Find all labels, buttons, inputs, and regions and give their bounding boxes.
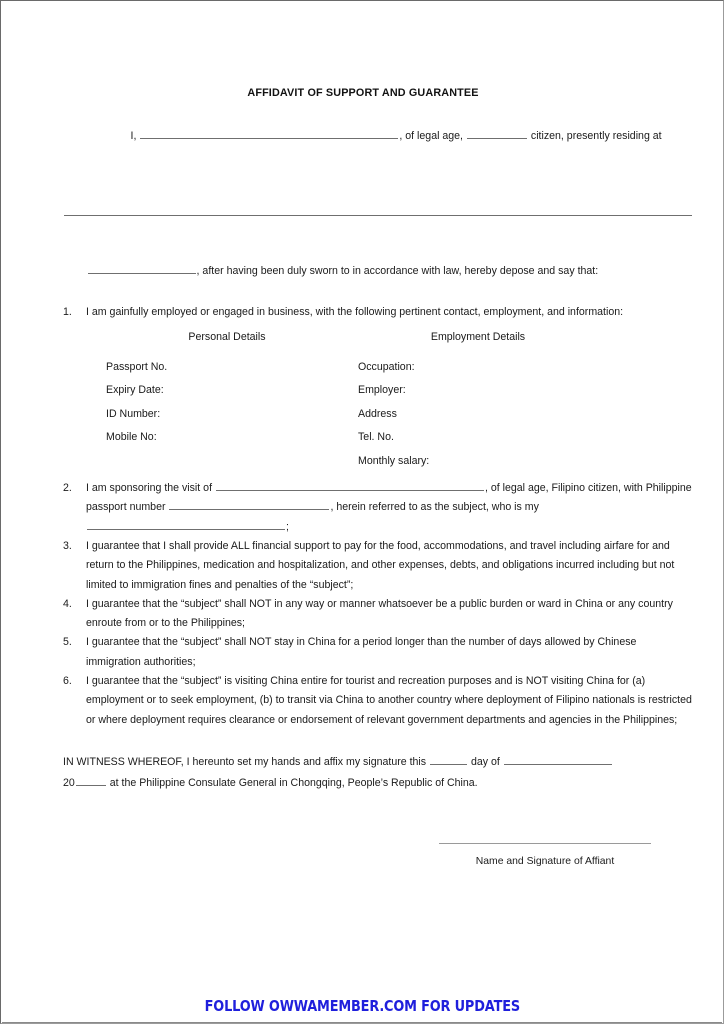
witness-paragraph (1, 752, 724, 795)
day-blank[interactable] (430, 753, 467, 765)
passport-number-blank[interactable] (169, 498, 329, 510)
list-item (63, 303, 693, 322)
witness-seg4-text: at the Philippine Consulate General in Chongqing, People’s Republic of China. (106, 777, 478, 790)
list-item (63, 672, 693, 730)
intro-prefix-text: I, (130, 130, 140, 143)
personal-detail-label: Expiry Date: (106, 384, 164, 397)
sponsor-seg1-text: I am sponsoring the visit of (86, 482, 215, 495)
list-item-text: I guarantee that the “subject” shall NOT in any way or manner whatsoever be a public burden or ward in China or any country enroute from or to the Philippines; (86, 597, 673, 630)
address-blank-line[interactable] (64, 204, 692, 216)
list-item-number: 2. (63, 482, 72, 495)
list-item-number: 3. (63, 539, 72, 552)
signature-block (1, 843, 724, 871)
employment-detail-label: Employer: (358, 384, 406, 397)
list-item-number: 5. (63, 636, 72, 649)
table-row (96, 379, 693, 403)
employment-detail-label: Monthly salary: (358, 454, 430, 467)
list-item-text: I guarantee that I shall provide ALL financial support to pay for the food, accommodations, and travel including airfare for and return to the Philippines, medication and hospitalization, and other expenses, debts, and obligations incurred including but not limited to immigration fines and penalties of the “subject”; (86, 539, 675, 591)
address-blank-continued[interactable] (88, 262, 196, 274)
personal-detail-label: Passport No. (106, 360, 168, 373)
footer-promo-text[interactable]: FOLLOW OWWAMEMBER.COM FOR UPDATES (204, 997, 520, 1015)
footer-divider (2, 1022, 722, 1023)
personal-detail-label: Mobile No: (106, 431, 157, 444)
affiant-name-blank[interactable] (140, 127, 398, 139)
personal-detail-label: ID Number: (106, 407, 161, 420)
personal-detail-label (96, 450, 358, 474)
table-row (96, 450, 693, 474)
sponsor-seg2-text: , of legal age, Filipino citizen, with Philippine passport number (86, 482, 692, 514)
employment-detail-label: Address (358, 407, 397, 420)
details-table-rows (96, 356, 693, 474)
list-item (63, 537, 693, 595)
page-title: AFFIDAVIT OF SUPPORT AND GUARANTEE (247, 87, 479, 99)
employment-details-header: Employment Details (430, 331, 526, 344)
sponsored-name-blank[interactable] (216, 479, 484, 491)
intro-after-citizen-text: citizen, presently residing at (527, 130, 662, 143)
intro-after-name-text: , of legal age, (399, 130, 466, 143)
signature-group (439, 843, 651, 871)
witness-seg2-text: day of (468, 755, 503, 768)
list-item-number: 1. (63, 305, 72, 318)
list-item-number: 4. (63, 597, 72, 610)
footer (1, 997, 723, 1016)
list-item (63, 633, 693, 672)
signature-line[interactable] (439, 843, 651, 844)
list-item-text: I guarantee that the “subject” shall NOT stay in China for a period longer than the number of days allowed by Chinese immigration authorities; (86, 636, 637, 668)
table-row (96, 403, 693, 427)
list-item (63, 479, 693, 537)
list-item (63, 595, 693, 634)
personal-details-header: Personal Details (188, 331, 266, 344)
employment-detail-label: Tel. No. (358, 431, 394, 444)
citizenship-blank[interactable] (467, 127, 527, 139)
list-item-number: 6. (63, 675, 72, 688)
sponsor-seg3-text: , herein referred to as the subject, who is my (330, 501, 539, 514)
document-body (1, 1, 724, 871)
list-item-text: I guarantee that the “subject” is visiting China entire for tourist and recreation purposes and is NOT visiting China for (a) employment or to seek employment, (b) to transit via China to another country where deployment of Filipino nationals is restricted or where deployment requires clearance or endorsement of relevant government departments and agencies in the Philippines; (86, 675, 692, 726)
list-item-text: I am gainfully employed or engaged in business, with the following pertinent contact, employment, and information: (86, 305, 624, 318)
table-row (96, 426, 693, 450)
month-blank[interactable] (504, 753, 612, 765)
details-table (63, 328, 693, 473)
details-table-headers (96, 328, 693, 347)
intro-paragraph (1, 108, 724, 301)
sponsor-seg4-text: ; (286, 520, 289, 533)
clause-list (1, 303, 724, 730)
year-blank[interactable] (76, 774, 106, 786)
witness-seg1-text: IN WITNESS WHEREOF, I hereunto set my hands and affix my signature this (63, 755, 430, 768)
employment-detail-label: Occupation: (358, 360, 415, 373)
list-item-text (86, 479, 693, 537)
witness-year-prefix: 20 (63, 777, 75, 790)
intro-line3-text: , after having been duly sworn to in accordance with law, hereby depose and say that: (196, 265, 599, 278)
table-row (96, 356, 693, 380)
relationship-blank[interactable] (87, 518, 285, 530)
signature-caption: Name and Signature of Affiant (475, 855, 615, 867)
